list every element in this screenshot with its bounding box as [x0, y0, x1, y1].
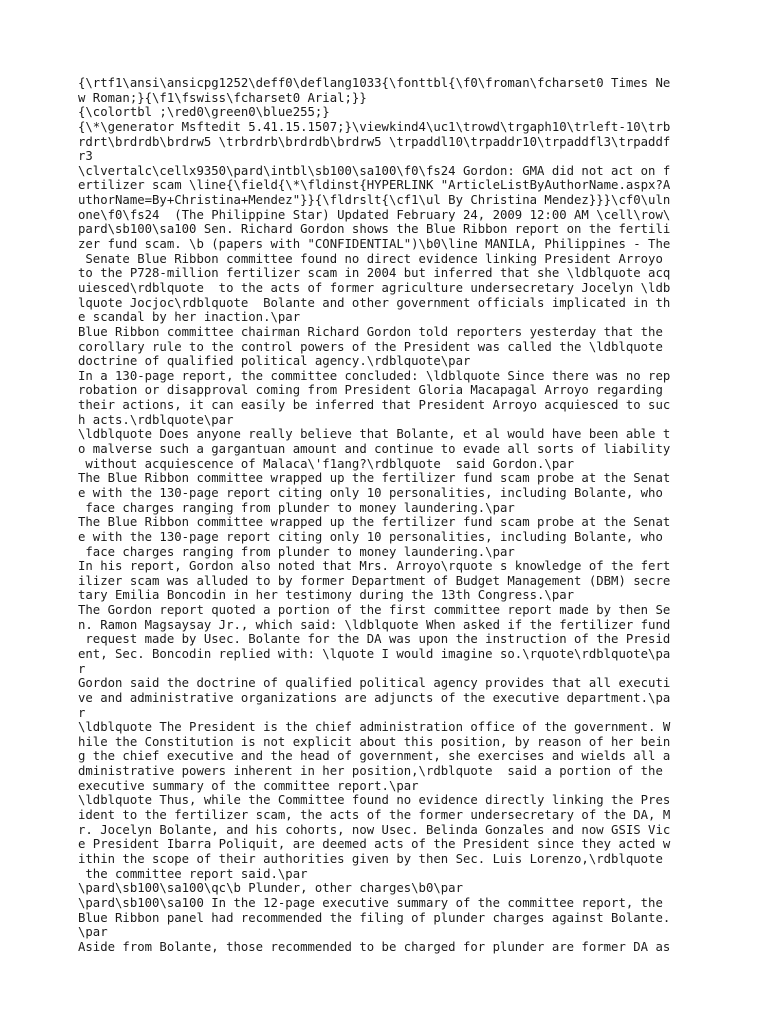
text-line: The Blue Ribbon committee wrapped up the fertilizer fund scam probe at the Senat: [78, 515, 671, 530]
text-line: one\f0\fs24 (The Philippine Star) Updated February 24, 2009 12:00 AM \cell\row\: [78, 207, 671, 222]
text-line: uiesced\rdblquote to the acts of former agriculture undersecretary Jocelyn \ldb: [78, 280, 671, 295]
text-line: the committee report said.\par: [78, 866, 308, 881]
text-line: \pard\sb100\sa100\qc\b Plunder, other charges\b0\par: [78, 881, 463, 896]
text-line: ent, Sec. Boncodin replied with: \lquote I would imagine so.\rquote\rdblquote\pa: [78, 646, 671, 661]
text-line: e with the 130-page report citing only 10 personalities, including Bolante, who: [78, 485, 663, 500]
text-line: n. Ramon Magsaysay Jr., which said: \ldblquote When asked if the fertilizer fund: [78, 617, 671, 632]
text-line: face charges ranging from plunder to money laundering.\par: [78, 544, 515, 559]
text-line: h acts.\rdblquote\par: [78, 412, 234, 427]
text-line: rdrt\brdrdb\brdrw5 \trbrdrb\brdrdb\brdrw5 \trpaddl10\trpaddr10\trpaddfl3\trpaddf: [78, 134, 671, 149]
text-line: w Roman;}{\f1\fswiss\fcharset0 Arial;}}: [78, 90, 367, 105]
text-line: \par: [78, 925, 108, 940]
text-line: The Gordon report quoted a portion of the first committee report made by then Se: [78, 603, 671, 618]
text-line: r. Jocelyn Bolante, and his cohorts, now Usec. Belinda Gonzales and now GSIS Vic: [78, 822, 671, 837]
text-line: Gordon said the doctrine of qualified political agency provides that all executi: [78, 676, 671, 691]
text-line: corollary rule to the control powers of the President was called the \ldblquote: [78, 339, 663, 354]
text-line: Senate Blue Ribbon committee found no direct evidence linking President Arroyo: [78, 251, 663, 266]
text-line: In his report, Gordon also noted that Mrs. Arroyo\rquote s knowledge of the fert: [78, 559, 671, 574]
text-line: The Blue Ribbon committee wrapped up the fertilizer fund scam probe at the Senat: [78, 471, 671, 486]
text-line: r: [78, 661, 86, 676]
text-line: Aside from Bolante, those recommended to be charged for plunder are former DA as: [78, 939, 671, 954]
text-line: In a 130-page report, the committee concluded: \ldblquote Since there was no rep: [78, 368, 671, 383]
text-line: Blue Ribbon committee chairman Richard Gordon told reporters yesterday that the: [78, 324, 663, 339]
text-line: lquote Jocjoc\rdblquote Bolante and other government officials implicated in th: [78, 295, 671, 310]
text-line: robation or disapproval coming from President Gloria Macapagal Arroyo regarding: [78, 383, 663, 398]
text-line: \ldblquote Thus, while the Committee found no evidence directly linking the Pres: [78, 793, 671, 808]
text-line: ilizer scam was alluded to by former Department of Budget Management (DBM) secre: [78, 573, 671, 588]
text-line: \clvertalc\cellx9350\pard\intbl\sb100\sa100\f0\fs24 Gordon: GMA did not act on f: [78, 163, 671, 178]
text-line: ve and administrative organizations are adjuncts of the executive department.\pa: [78, 690, 671, 705]
text-line: r: [78, 705, 86, 720]
text-line: request made by Usec. Bolante for the DA was upon the instruction of the Presid: [78, 632, 671, 647]
rtf-source-text: [78, 76, 698, 954]
text-line: {\*\generator Msftedit 5.41.15.1507;}\viewkind4\uc1\trowd\trgaph10\trleft-10\trb: [78, 119, 671, 134]
text-line: uthorName=By+Christina+Mendez"}}{\fldrslt{\cf1\ul By Christina Mendez}}}\cf0\uln: [78, 193, 671, 208]
text-line: r3: [78, 149, 93, 164]
text-line: Blue Ribbon panel had recommended the filing of plunder charges against Bolante.: [78, 910, 671, 925]
text-line: ithin the scope of their authorities given by then Sec. Luis Lorenzo,\rdblquote: [78, 851, 663, 866]
text-line: zer fund scam. \b (papers with "CONFIDENTIAL")\b0\line MANILA, Philippines - The: [78, 237, 671, 252]
text-line: ertilizer scam \line{\field{\*\fldinst{HYPERLINK "ArticleListByAuthorName.aspx?A: [78, 178, 671, 193]
text-line: executive summary of the committee report.\par: [78, 778, 419, 793]
text-line: face charges ranging from plunder to money laundering.\par: [78, 500, 515, 515]
text-line: doctrine of qualified political agency.\rdblquote\par: [78, 354, 471, 369]
text-line: e scandal by her inaction.\par: [78, 310, 301, 325]
text-line: ident to the fertilizer scam, the acts of the former undersecretary of the DA, M: [78, 808, 671, 823]
text-line: {\colortbl ;\red0\green0\blue255;}: [78, 105, 330, 120]
text-line: hile the Constitution is not explicit about this position, by reason of her bein: [78, 734, 671, 749]
text-line: without acquiescence of Malaca\'f1ang?\rdblquote said Gordon.\par: [78, 456, 575, 471]
text-line: tary Emilia Boncodin in her testimony during the 13th Congress.\par: [78, 588, 575, 603]
text-line: dministrative powers inherent in her position,\rdblquote said a portion of the: [78, 764, 663, 779]
text-line: \pard\sb100\sa100 In the 12-page executive summary of the committee report, the: [78, 895, 663, 910]
text-line: {\rtf1\ansi\ansicpg1252\deff0\deflang1033{\fonttbl{\f0\froman\fcharset0 Times Ne: [78, 76, 671, 90]
text-line: their actions, it can easily be inferred that President Arroyo acquiesced to suc: [78, 398, 671, 413]
text-line: pard\sb100\sa100 Sen. Richard Gordon shows the Blue Ribbon report on the fertili: [78, 222, 671, 237]
text-line: e with the 130-page report citing only 10 personalities, including Bolante, who: [78, 529, 663, 544]
text-line: \ldblquote The President is the chief administration office of the government. W: [78, 720, 671, 735]
text-line: e President Ibarra Poliquit, are deemed acts of the President since they acted w: [78, 837, 671, 852]
text-line: \ldblquote Does anyone really believe that Bolante, et al would have been able t: [78, 427, 671, 442]
text-line: o malverse such a gargantuan amount and continue to evade all sorts of liability: [78, 442, 671, 457]
text-line: g the chief executive and the head of government, she exercises and wields all a: [78, 749, 671, 764]
text-line: to the P728-million fertilizer scam in 2004 but inferred that she \ldblquote acq: [78, 266, 671, 281]
